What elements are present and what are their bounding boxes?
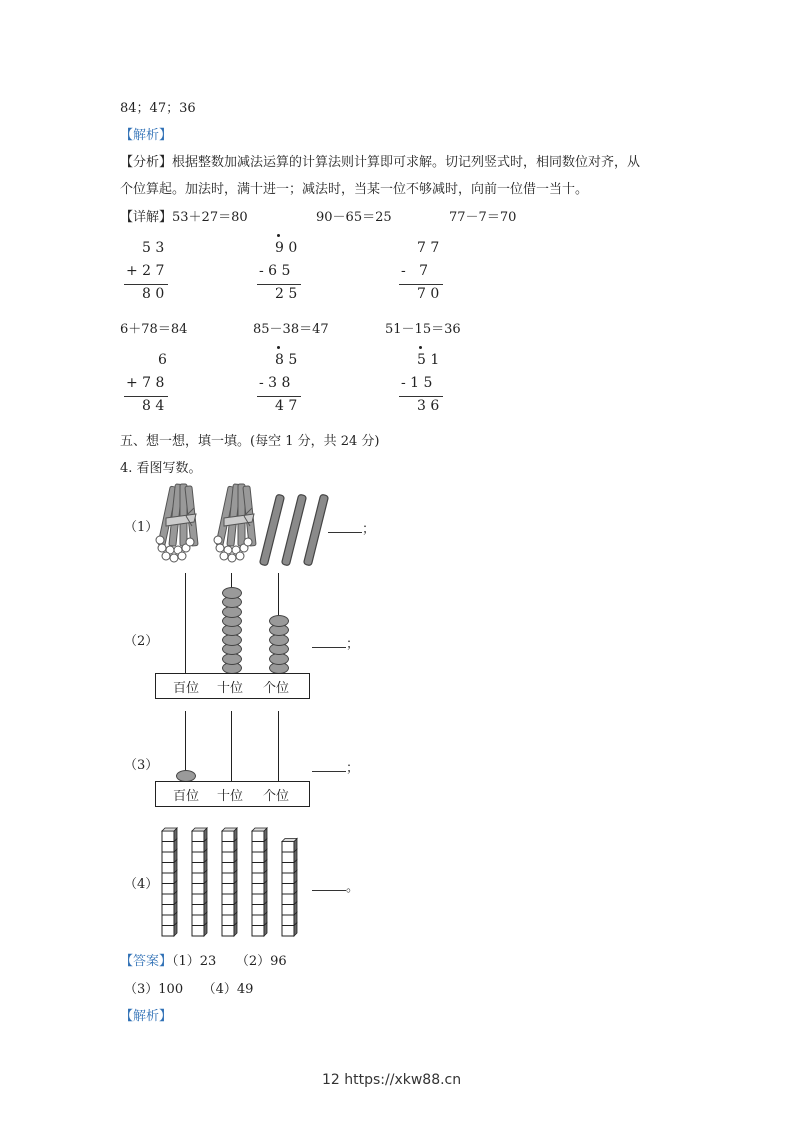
- calc-mid: - 7: [401, 263, 428, 279]
- analysis-tag-2: 【解析】: [120, 1009, 173, 1024]
- punct-3: ；: [346, 761, 360, 776]
- punct-4: 。: [346, 880, 360, 895]
- analysis-tag: 【解析】: [120, 128, 173, 143]
- label-ones: 个位: [263, 681, 290, 696]
- cube-tower: [252, 828, 267, 936]
- answer-blank-3[interactable]: [312, 757, 359, 776]
- equation-4: 6＋78＝84: [120, 322, 188, 337]
- question-4: 4. 看图写数。: [120, 461, 202, 476]
- cube-tower: [162, 828, 177, 936]
- equation-3: 77－7＝70: [449, 210, 517, 225]
- calc-mid: - 6 5: [259, 263, 291, 279]
- page-footer: 12 https://xkw88.cn: [322, 1072, 462, 1088]
- calc-result: 7 0: [417, 286, 440, 302]
- calc-result: 3 6: [417, 398, 440, 414]
- previous-answer: 84；47；36: [120, 101, 196, 116]
- answer-text-1: （1）23 （2）96: [172, 954, 287, 969]
- answer-blank-1[interactable]: [328, 518, 375, 537]
- xiangjie-tag: 【详解】: [120, 210, 173, 225]
- bundles-image: [150, 482, 330, 568]
- vertical-calc-2: [253, 238, 313, 308]
- ten-stick-bundle-1: [156, 484, 198, 562]
- calc-mid: - 1 5: [401, 375, 433, 391]
- label-hundreds: 百位: [173, 789, 200, 804]
- cube-tower: [222, 828, 237, 936]
- answer-blank-2[interactable]: [312, 633, 359, 652]
- calc-top: 5 3: [142, 240, 165, 256]
- fenxi-line1: [120, 151, 640, 170]
- answer-blank-4[interactable]: [312, 876, 359, 895]
- calc-result: 2 5: [275, 286, 298, 302]
- fenxi-text2: 个位算起。加法时，满十进一；减法时，当某一位不够减时，向前一位借一当十。: [120, 182, 589, 197]
- sub-label-2: （2）: [124, 634, 159, 649]
- single-sticks: [259, 494, 328, 566]
- calc-mid: + 2 7: [126, 263, 165, 279]
- abacus-bead: [269, 615, 289, 627]
- abacus-bead: [222, 587, 242, 599]
- equation-5: 85－38＝47: [253, 322, 329, 337]
- equation-6: 51－15＝36: [385, 322, 461, 337]
- sub-label-1: （1）: [124, 520, 159, 535]
- sub-label-3: （3）: [124, 758, 159, 773]
- answer-line-1: [120, 950, 287, 969]
- calc-result: 8 4: [142, 398, 165, 414]
- equation-1: 53＋27＝80: [172, 210, 248, 225]
- sub-label-4: （4）: [124, 877, 159, 892]
- vertical-calc-6: [395, 350, 455, 420]
- answer-text-2: （3）100 （4）49: [124, 982, 254, 997]
- calc-top: 7 7: [417, 240, 440, 256]
- calc-top: 8 5: [275, 352, 298, 368]
- label-tens: 十位: [217, 789, 244, 804]
- calc-top: 9 0: [275, 240, 298, 256]
- calc-mid: - 3 8: [259, 375, 291, 391]
- rod-ones: [278, 711, 279, 781]
- label-hundreds: 百位: [173, 681, 200, 696]
- punct-1: ；: [362, 522, 376, 537]
- vertical-calc-1: [120, 238, 180, 308]
- vertical-calc-3: [395, 238, 455, 308]
- vertical-calc-4: [120, 350, 180, 420]
- fenxi-text1: 根据整数加减法运算的计算法则计算即可求解。切记列竖式时，相同数位对齐，从: [172, 155, 641, 170]
- fenxi-tag: 【分析】: [120, 155, 173, 170]
- cube-tower: [192, 828, 207, 936]
- calc-mid: + 7 8: [126, 375, 165, 391]
- cube-tower: [282, 839, 297, 937]
- label-ones: 个位: [263, 789, 290, 804]
- vertical-calc-5: [253, 350, 313, 420]
- equation-2: 90－65＝25: [316, 210, 392, 225]
- calc-top: 5 1: [417, 352, 440, 368]
- label-tens: 十位: [217, 681, 244, 696]
- punct-2: ；: [346, 637, 360, 652]
- calc-result: 8 0: [142, 286, 165, 302]
- rod-hundreds: [185, 573, 186, 673]
- calc-top: 6: [158, 352, 167, 368]
- answer-tag: 【答案】: [120, 954, 173, 969]
- place-value-box-2: [155, 673, 310, 699]
- rod-tens: [231, 711, 232, 781]
- xiangjie-line1: [120, 206, 248, 225]
- calc-result: 4 7: [275, 398, 298, 414]
- ten-stick-bundle-2: [214, 484, 256, 562]
- cube-towers-image: [158, 822, 308, 940]
- section-five-heading: 五、想一想，填一填。(每空 1 分，共 24 分): [120, 434, 380, 449]
- place-value-box-3: [155, 781, 310, 807]
